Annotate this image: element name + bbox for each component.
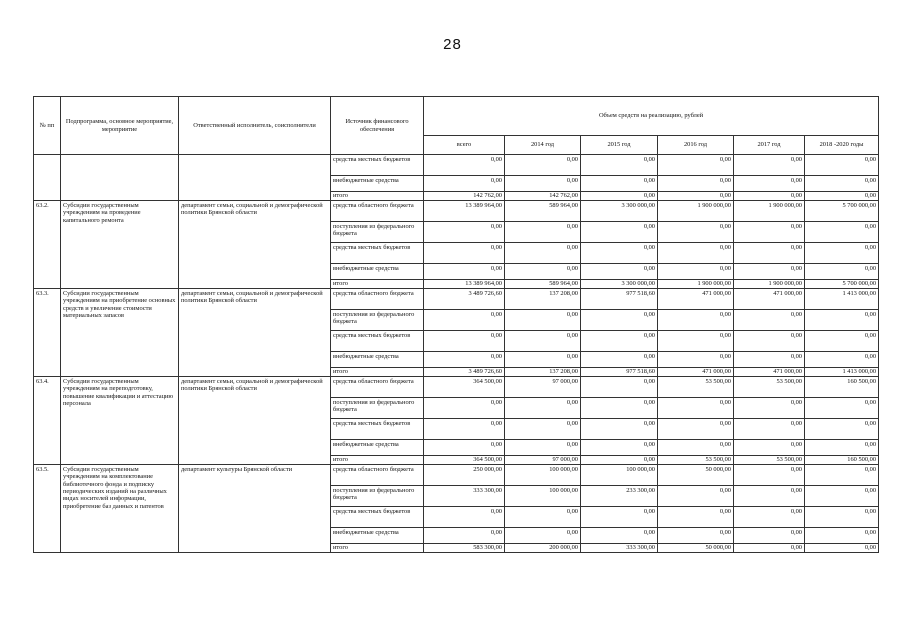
row-value: 0,00 — [581, 440, 658, 456]
row-value: 0,00 — [581, 310, 658, 331]
row-value: 0,00 — [658, 192, 734, 201]
row-value: 0,00 — [734, 465, 805, 486]
row-value: 0,00 — [424, 310, 505, 331]
row-value: 0,00 — [805, 176, 879, 192]
row-value: 3 300 000,00 — [581, 201, 658, 222]
row-value: 0,00 — [505, 352, 581, 368]
row-value: 0,00 — [581, 243, 658, 264]
row-value: 97 000,00 — [505, 456, 581, 465]
row-value: 0,00 — [424, 222, 505, 243]
row-source: итого — [331, 544, 424, 553]
row-value: 3 489 726,60 — [424, 368, 505, 377]
row-value: 250 000,00 — [424, 465, 505, 486]
row-value: 0,00 — [805, 352, 879, 368]
row-source: средства местных бюджетов — [331, 243, 424, 264]
row-value: 0,00 — [505, 507, 581, 528]
row-value: 0,00 — [658, 507, 734, 528]
row-value: 977 518,60 — [581, 368, 658, 377]
row-value: 471 000,00 — [734, 368, 805, 377]
row-value: 142 762,00 — [424, 192, 505, 201]
header-col-2017: 2017 год — [734, 136, 805, 155]
row-value: 3 489 726,60 — [424, 289, 505, 310]
row-value: 0,00 — [424, 243, 505, 264]
row-value: 1 413 000,00 — [805, 289, 879, 310]
row-value: 233 300,00 — [581, 486, 658, 507]
row-subprogram: Субсидии государственным учреждениям на переподготовку, повышение квалификации и аттестацию персонала — [61, 377, 179, 465]
row-value: 0,00 — [658, 419, 734, 440]
row-number: 63.5. — [34, 465, 61, 553]
row-source: средства областного бюджета — [331, 201, 424, 222]
row-value: 0,00 — [581, 331, 658, 352]
header-num: № пп — [34, 97, 61, 155]
row-value: 13 389 964,00 — [424, 280, 505, 289]
row-value: 0,00 — [505, 176, 581, 192]
row-source: итого — [331, 192, 424, 201]
row-value: 0,00 — [424, 155, 505, 176]
row-source: средства областного бюджета — [331, 465, 424, 486]
row-value: 0,00 — [505, 264, 581, 280]
row-value: 160 500,00 — [805, 456, 879, 465]
row-value: 0,00 — [424, 331, 505, 352]
header-executor: Ответственный исполнитель, соисполнители — [179, 97, 331, 155]
row-value: 589 964,00 — [505, 280, 581, 289]
row-value: 0,00 — [734, 331, 805, 352]
row-value: 0,00 — [734, 176, 805, 192]
row-executor: департамент культуры Брянской области — [179, 465, 331, 553]
row-source: итого — [331, 456, 424, 465]
row-value: 0,00 — [805, 398, 879, 419]
table-row — [34, 377, 879, 398]
row-value: 0,00 — [658, 155, 734, 176]
row-value: 333 300,00 — [581, 544, 658, 553]
row-value: 589 964,00 — [505, 201, 581, 222]
row-value: 0,00 — [734, 264, 805, 280]
row-value: 977 518,60 — [581, 289, 658, 310]
row-value: 97 000,00 — [505, 377, 581, 398]
row-value: 0,00 — [505, 528, 581, 544]
row-executor: департамент семьи, социальной и демографической политики Брянской области — [179, 201, 331, 289]
row-value: 53 500,00 — [658, 456, 734, 465]
page-number: 28 — [443, 36, 462, 53]
row-value: 0,00 — [658, 398, 734, 419]
row-source: средства областного бюджета — [331, 289, 424, 310]
table-body — [34, 155, 879, 553]
header-col-2015: 2015 год — [581, 136, 658, 155]
row-value: 0,00 — [581, 456, 658, 465]
row-value: 0,00 — [805, 486, 879, 507]
row-value: 0,00 — [505, 155, 581, 176]
row-value: 0,00 — [581, 352, 658, 368]
row-value: 583 300,00 — [424, 544, 505, 553]
header-col-total: всего — [424, 136, 505, 155]
row-source: поступления из федерального бюджета — [331, 222, 424, 243]
row-value: 0,00 — [734, 528, 805, 544]
row-value: 100 000,00 — [581, 465, 658, 486]
row-subprogram: Субсидии государственным учреждениям на комплектование библиотечного фонда и подписку периодических изданий на различных видах носителей информации, приобретение баз данных и патентов — [61, 465, 179, 553]
row-value: 0,00 — [805, 419, 879, 440]
row-value: 0,00 — [581, 419, 658, 440]
row-value: 364 500,00 — [424, 456, 505, 465]
row-value: 0,00 — [734, 192, 805, 201]
row-value: 0,00 — [658, 222, 734, 243]
row-value: 0,00 — [505, 398, 581, 419]
row-value: 0,00 — [805, 528, 879, 544]
row-value: 0,00 — [505, 331, 581, 352]
row-value: 0,00 — [658, 264, 734, 280]
row-value: 5 700 000,00 — [805, 280, 879, 289]
row-value: 0,00 — [505, 243, 581, 264]
row-value: 0,00 — [805, 264, 879, 280]
row-source: итого — [331, 280, 424, 289]
row-value: 0,00 — [581, 176, 658, 192]
row-value: 471 000,00 — [658, 289, 734, 310]
row-value: 0,00 — [505, 222, 581, 243]
row-value: 0,00 — [734, 155, 805, 176]
row-value: 0,00 — [734, 352, 805, 368]
row-value: 1 900 000,00 — [734, 201, 805, 222]
row-value: 0,00 — [805, 331, 879, 352]
header-col-2016: 2016 год — [658, 136, 734, 155]
row-value: 0,00 — [424, 419, 505, 440]
row-value: 0,00 — [658, 176, 734, 192]
budget-table — [33, 96, 879, 553]
row-value: 0,00 — [424, 176, 505, 192]
row-value: 0,00 — [658, 486, 734, 507]
row-value: 0,00 — [658, 243, 734, 264]
row-value: 0,00 — [734, 222, 805, 243]
row-value: 0,00 — [424, 507, 505, 528]
row-value: 0,00 — [424, 440, 505, 456]
row-value: 0,00 — [734, 243, 805, 264]
row-value: 0,00 — [805, 222, 879, 243]
header-volume: Объем средств на реализацию, рублей — [424, 97, 879, 136]
row-value: 200 000,00 — [505, 544, 581, 553]
header-subprogram: Подпрограмма, основное мероприятие, мероприятие — [61, 97, 179, 155]
row-value: 100 000,00 — [505, 486, 581, 507]
row-number — [34, 155, 61, 201]
row-value: 1 900 000,00 — [658, 280, 734, 289]
row-value: 0,00 — [424, 264, 505, 280]
row-value: 1 900 000,00 — [658, 201, 734, 222]
table-row — [34, 465, 879, 486]
row-value: 0,00 — [505, 419, 581, 440]
row-value: 13 389 964,00 — [424, 201, 505, 222]
row-value: 364 500,00 — [424, 377, 505, 398]
header-source: Источник финансового обеспечения — [331, 97, 424, 155]
row-source: средства местных бюджетов — [331, 331, 424, 352]
row-value: 3 300 000,00 — [581, 280, 658, 289]
row-value: 50 000,00 — [658, 465, 734, 486]
row-value: 0,00 — [805, 465, 879, 486]
row-number: 63.2. — [34, 201, 61, 289]
row-number: 63.3. — [34, 289, 61, 377]
row-value: 0,00 — [805, 243, 879, 264]
row-value: 1 413 000,00 — [805, 368, 879, 377]
table-row — [34, 201, 879, 222]
row-value: 1 900 000,00 — [734, 280, 805, 289]
row-value: 471 000,00 — [658, 368, 734, 377]
row-value: 142 762,00 — [505, 192, 581, 201]
row-value: 333 300,00 — [424, 486, 505, 507]
row-subprogram: Субсидии государственным учреждениям на приобретение основных средств и увеличение стоимости материальных запасов — [61, 289, 179, 377]
row-value: 0,00 — [805, 507, 879, 528]
row-value: 0,00 — [581, 528, 658, 544]
row-value: 0,00 — [734, 544, 805, 553]
table-row — [34, 155, 879, 176]
row-value: 0,00 — [424, 398, 505, 419]
row-value: 0,00 — [658, 440, 734, 456]
row-value: 0,00 — [805, 544, 879, 553]
row-value: 0,00 — [734, 507, 805, 528]
row-source: внебюджетные средства — [331, 528, 424, 544]
row-value: 50 000,00 — [658, 544, 734, 553]
row-value: 0,00 — [734, 440, 805, 456]
row-source: внебюджетные средства — [331, 352, 424, 368]
row-value: 0,00 — [734, 310, 805, 331]
row-source: внебюджетные средства — [331, 440, 424, 456]
row-value: 0,00 — [424, 528, 505, 544]
row-value: 0,00 — [805, 155, 879, 176]
row-value: 137 208,00 — [505, 289, 581, 310]
row-value: 0,00 — [505, 440, 581, 456]
row-value: 0,00 — [505, 310, 581, 331]
row-value: 0,00 — [805, 192, 879, 201]
header-col-2014: 2014 год — [505, 136, 581, 155]
row-executor — [179, 155, 331, 201]
row-source: внебюджетные средства — [331, 176, 424, 192]
row-value: 53 500,00 — [734, 456, 805, 465]
row-subprogram — [61, 155, 179, 201]
row-value: 0,00 — [581, 222, 658, 243]
row-executor: департамент семьи, социальной и демографической политики Брянской области — [179, 289, 331, 377]
row-value: 0,00 — [424, 352, 505, 368]
row-value: 0,00 — [734, 419, 805, 440]
row-value: 160 500,00 — [805, 377, 879, 398]
row-value: 0,00 — [658, 331, 734, 352]
table-row — [34, 289, 879, 310]
row-value: 137 208,00 — [505, 368, 581, 377]
row-source: поступления из федерального бюджета — [331, 310, 424, 331]
row-value: 53 500,00 — [734, 377, 805, 398]
row-value: 0,00 — [581, 192, 658, 201]
row-source: средства областного бюджета — [331, 377, 424, 398]
row-subprogram: Субсидии государственным учреждениям на проведение капитального ремонта — [61, 201, 179, 289]
row-value: 0,00 — [805, 310, 879, 331]
row-number: 63.4. — [34, 377, 61, 465]
row-value: 0,00 — [581, 507, 658, 528]
row-value: 0,00 — [734, 398, 805, 419]
row-value: 0,00 — [658, 310, 734, 331]
row-value: 53 500,00 — [658, 377, 734, 398]
row-value: 0,00 — [734, 486, 805, 507]
row-value: 100 000,00 — [505, 465, 581, 486]
row-source: средства местных бюджетов — [331, 419, 424, 440]
row-value: 0,00 — [658, 528, 734, 544]
row-executor: департамент семьи, социальной и демографической политики Брянской области — [179, 377, 331, 465]
row-source: средства местных бюджетов — [331, 507, 424, 528]
row-value: 0,00 — [581, 398, 658, 419]
row-source: внебюджетные средства — [331, 264, 424, 280]
row-value: 5 700 000,00 — [805, 201, 879, 222]
row-source: средства местных бюджетов — [331, 155, 424, 176]
row-value: 0,00 — [805, 440, 879, 456]
row-value: 0,00 — [581, 155, 658, 176]
row-value: 0,00 — [581, 264, 658, 280]
row-value: 0,00 — [658, 352, 734, 368]
header-col-2018-2020: 2018 -2020 годы — [805, 136, 879, 155]
row-source: итого — [331, 368, 424, 377]
row-source: поступления из федерального бюджета — [331, 398, 424, 419]
row-source: поступления из федерального бюджета — [331, 486, 424, 507]
row-value: 471 000,00 — [734, 289, 805, 310]
row-value: 0,00 — [581, 377, 658, 398]
